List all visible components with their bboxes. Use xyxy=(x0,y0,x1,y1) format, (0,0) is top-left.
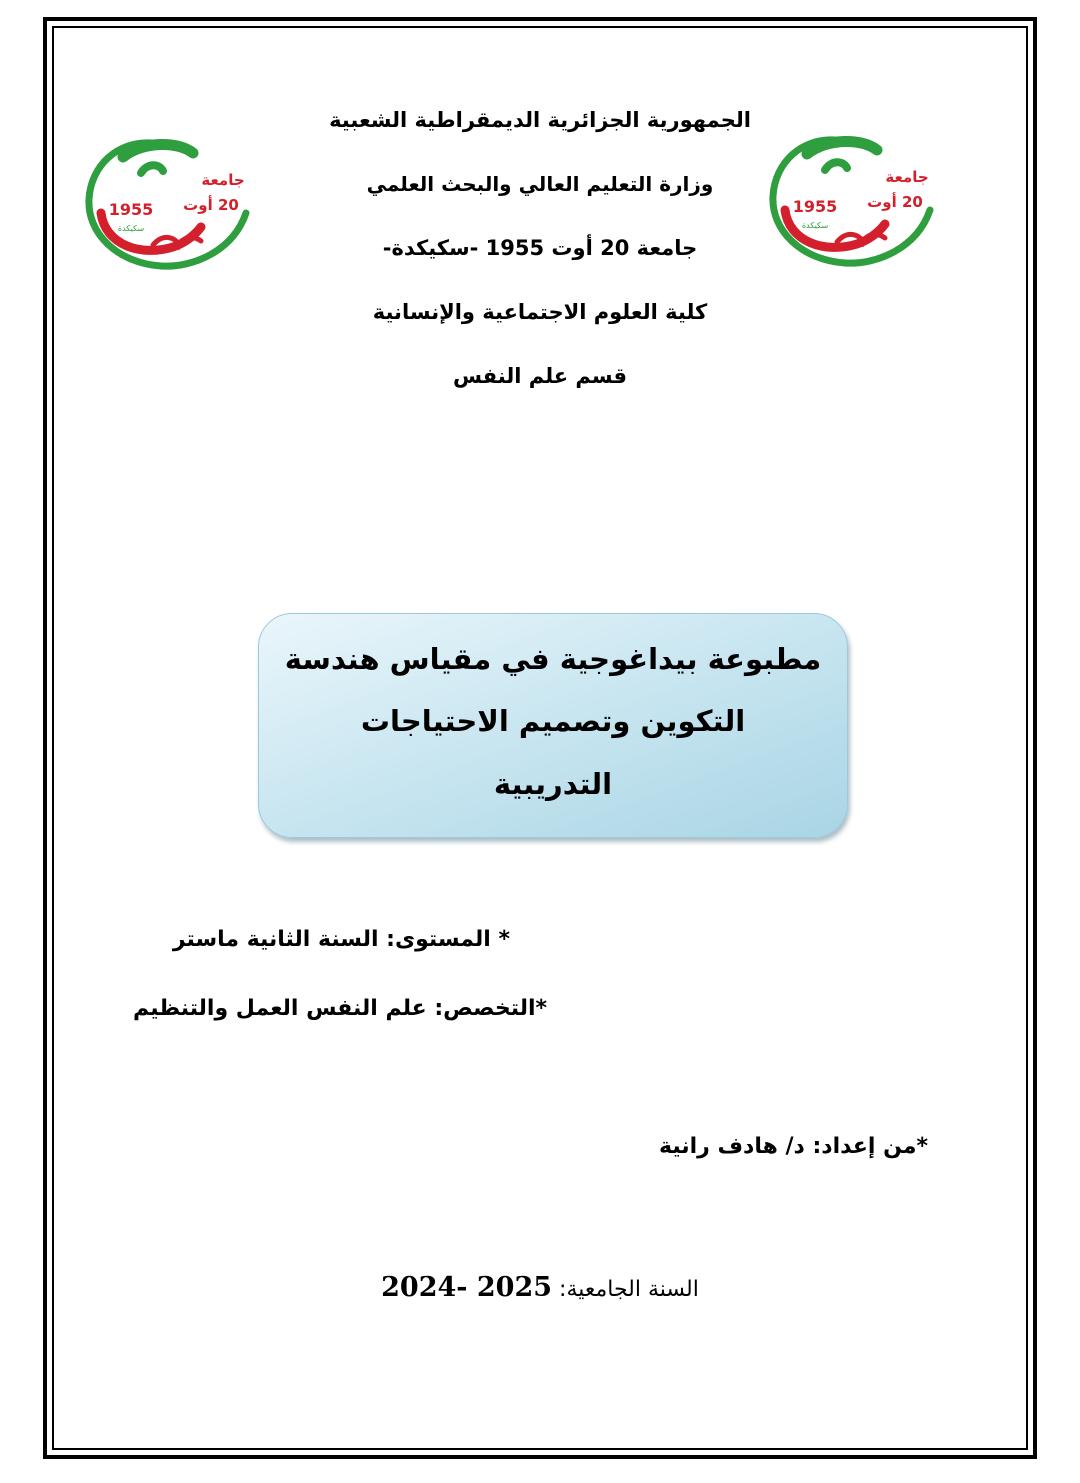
logo-city-text: سكيكدة xyxy=(117,224,145,233)
faculty-name: كلية العلوم الاجتماعية والإنسانية xyxy=(372,300,708,324)
ministry-name: وزارة التعليم العالي والبحث العلمي xyxy=(366,172,714,196)
department-name: قسم علم النفس xyxy=(452,364,628,388)
logo-line1-text: جامعة xyxy=(201,171,245,189)
logo-line2-text: 20 أوت xyxy=(867,193,923,211)
author-info: *من إعداد: د/ هادف رانية xyxy=(659,1134,928,1159)
university-name: جامعة 20 أوت 1955 -سكيكدة- xyxy=(382,236,698,260)
document-title-line-1: مطبوعة بيداغوجية في مقياس هندسة xyxy=(284,642,822,676)
academic-year-label: السنة الجامعية: xyxy=(559,1277,699,1302)
logo-year-text: 1955 xyxy=(792,197,838,216)
academic-year xyxy=(0,1272,1080,1303)
logo-line2-text: 20 أوت xyxy=(183,196,239,214)
document-title-line-3: التدريبية xyxy=(493,767,613,801)
academic-year-value: 2024- 2025 xyxy=(381,1272,553,1303)
document-title-line-2: التكوين وتصميم الاحتياجات xyxy=(360,704,746,738)
logo-city-text: سكيكدة xyxy=(801,221,829,230)
document-title-box xyxy=(258,613,848,838)
republic-name: الجمهورية الجزائرية الديمقراطية الشعبية xyxy=(329,108,751,132)
logo-line1-text: جامعة xyxy=(885,168,929,186)
logo-year-text: 1955 xyxy=(108,200,154,219)
specialty-info: *التخصص: علم النفس العمل والتنظيم xyxy=(133,996,547,1021)
level-info: * المستوى: السنة الثانية ماستر xyxy=(172,927,510,952)
